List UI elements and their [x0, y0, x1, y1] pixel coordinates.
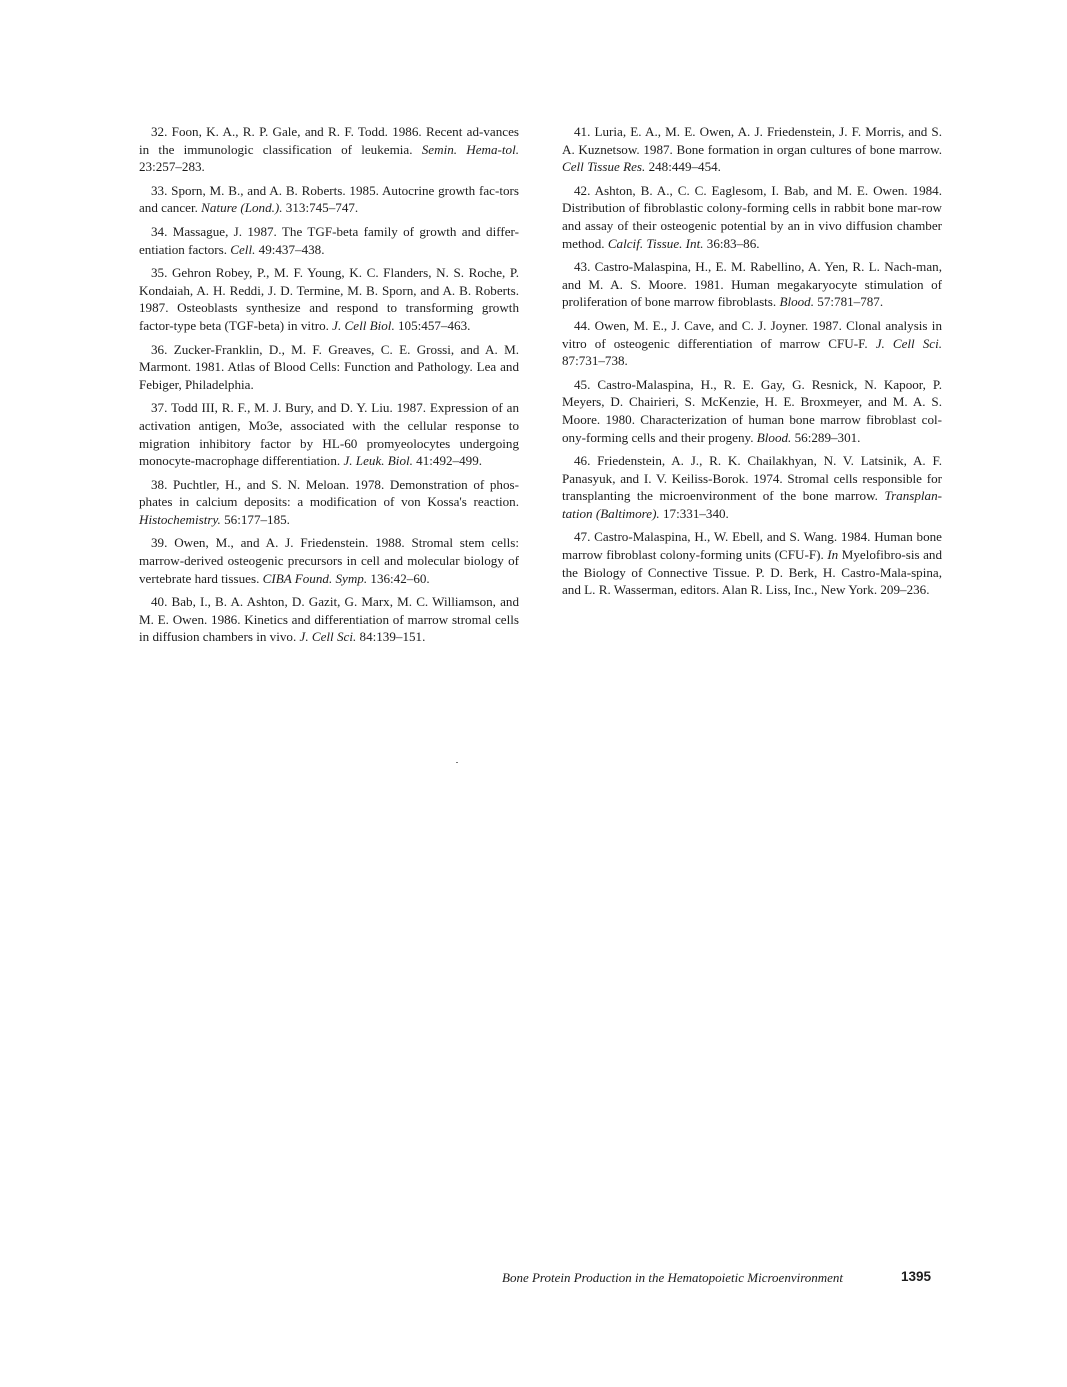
reference-entry: [562, 258, 942, 311]
reference-journal: J. Cell Biol.: [332, 317, 395, 333]
reference-citation: 84:139–151.: [356, 629, 426, 645]
reference-entry: [139, 123, 519, 176]
reference-text: 37. Todd III, R. F., M. J. Bury, and D. Y. Liu. 1987. Expression of an activation antigen, Mo3e, associated with the cellular response to migration inhibitory factor by HL-60 promyeolocytes undergoing monocyte-macrophage differentiation.: [139, 400, 519, 469]
reference-citation: 41:492–499.: [412, 453, 483, 469]
reference-text: 46. Friedenstein, A. J., R. K. Chailakhyan, N. V. Latsinik, A. F. Panasyuk, and I. V. Keiliss-Borok. 1974. Stromal cells responsible for transplanting the microenvironment of the bone marrow.: [562, 453, 942, 504]
reference-text: 40. Bab, I., B. A. Ashton, D. Gazit, G. Marx, M. C. Williamson, and M. E. Owen. 1986. Kinetics and differentiation of marrow stromal cells in diffusion chambers in vivo.: [139, 594, 519, 645]
reference-citation: Myelofibro-sis and the Biology of Connective Tissue. P. D. Berk, H. Castro-Mala-spina, and L. R. Wasserman, editors. Alan R. Liss, Inc., New York. 209–236.: [562, 547, 943, 598]
reference-citation: 87:731–738.: [562, 353, 628, 369]
scan-speck: [456, 762, 458, 763]
reference-citation: 36:83–86.: [703, 235, 760, 251]
reference-journal: Blood.: [756, 429, 792, 445]
running-title: Bone Protein Production in the Hematopoietic Microenvironment: [502, 1270, 844, 1285]
reference-journal: J. Cell Sci.: [299, 629, 357, 645]
reference-citation: 248:449–454.: [645, 159, 721, 175]
reference-entry: [562, 376, 942, 446]
reference-text: 45. Castro-Malaspina, H., R. E. Gay, G. Resnick, N. Kapoor, P. Meyers, D. Chairieri, S. McKenzie, H. E. Broxmeyer, and M. A. S. Moore. 1980. Characterization of human bone marrow fibroblast col-ony-forming cells and their progeny.: [562, 376, 942, 445]
reference-entry: [139, 534, 519, 587]
reference-citation: 136:42–60.: [367, 570, 430, 586]
reference-journal: J. Cell Sci.: [875, 335, 942, 351]
reference-citation: 56:289–301.: [791, 429, 861, 445]
reference-entry: [562, 528, 942, 598]
reference-text: 43. Castro-Malaspina, H., E. M. Rabellino, A. Yen, R. L. Nach-man, and M. A. S. Moore. 1981. Human megakaryocyte stimulation of proliferation of bone marrow fibroblasts.: [562, 259, 942, 310]
reference-entry: [139, 476, 519, 529]
reference-entry: [562, 452, 942, 522]
reference-entry: [139, 182, 519, 217]
reference-citation: 105:457–463.: [394, 317, 471, 333]
reference-text: 44. Owen, M. E., J. Cave, and C. J. Joyner. 1987. Clonal analysis in vitro of osteogenic differentiation of marrow CFU-F.: [562, 317, 942, 351]
reference-entry: [139, 264, 519, 334]
reference-citation: 23:257–283.: [139, 159, 205, 175]
reference-entry: [562, 182, 942, 252]
reference-text: 32. Foon, K. A., R. P. Gale, and R. F. Todd. 1986. Recent ad-vances in the immunologic classification of leukemia.: [139, 124, 519, 157]
reference-citation: 17:331–340.: [659, 505, 729, 521]
reference-citation: 56:177–185.: [220, 511, 290, 527]
reference-entry: [562, 317, 942, 370]
reference-journal: In: [827, 547, 839, 563]
reference-journal: Calcif. Tissue. Int.: [607, 235, 704, 251]
reference-entry: [139, 223, 519, 258]
reference-text: 33. Sporn, M. B., and A. B. Roberts. 1985. Autocrine growth fac-tors and cancer.: [139, 182, 519, 216]
reference-text: 35. Gehron Robey, P., M. F. Young, K. C. Flanders, N. S. Roche, P. Kondaiah, A. H. Reddi, J. D. Termine, M. B. Sporn, and A. B. Roberts. 1987. Osteoblasts synthesize and respond to transforming growth factor-type beta (TGF-beta) in vitro.: [139, 265, 519, 333]
reference-journal: CIBA Found. Symp.: [262, 570, 368, 586]
reference-journal: Histochemistry.: [139, 511, 221, 527]
reference-journal: Cell Tissue Res.: [562, 159, 646, 175]
reference-entry: [139, 593, 519, 646]
reference-journal: Cell.: [230, 241, 256, 257]
reference-text: 36. Zucker-Franklin, D., M. F. Greaves, C. E. Grossi, and A. M. Marmont. 1981. Atlas of Blood Cells: Function and Pathology. Lea and Febiger, Philadelphia.: [139, 341, 519, 392]
references-right-column: [562, 123, 942, 605]
reference-text: 39. Owen, M., and A. J. Friedenstein. 1988. Stromal stem cells: marrow-derived osteogenic precursors in cell and molecular biology of vertebrate hard tissues.: [139, 535, 519, 586]
reference-entry: [562, 123, 942, 176]
reference-text: 38. Puchtler, H., and S. N. Meloan. 1978. Demonstration of phos-phates in calcium deposits: a modification of von Kossa's reaction.: [139, 476, 519, 510]
reference-citation: 313:745–747.: [282, 200, 359, 216]
reference-citation: 57:781–787.: [814, 294, 884, 310]
reference-journal: J. Leuk. Biol.: [343, 453, 413, 469]
reference-journal: Transplan-tation (Baltimore).: [562, 488, 942, 521]
reference-text: 47. Castro-Malaspina, H., W. Ebell, and S. Wang. 1984. Human bone marrow fibroblast colony-forming units (CFU-F).: [562, 529, 942, 563]
reference-citation: 49:437–438.: [255, 241, 325, 257]
reference-journal: Blood.: [779, 294, 815, 310]
reference-entry: [139, 341, 519, 394]
reference-text: 42. Ashton, B. A., C. C. Eaglesom, I. Bab, and M. E. Owen. 1984. Distribution of fibroblastic colony-forming cells in rabbit bone mar-row and assay of their osteogenic potential by an in vivo diffusion chamber method.: [562, 182, 942, 251]
reference-entry: [139, 399, 519, 469]
reference-journal: Semin. Hema-tol.: [421, 141, 519, 157]
reference-journal: Nature (Lond.).: [201, 200, 283, 216]
page-number: 1395: [901, 1269, 932, 1284]
references-left-column: [139, 123, 519, 652]
reference-text: 34. Massague, J. 1987. The TGF-beta family of growth and differ-entiation factors.: [139, 223, 519, 257]
reference-text: 41. Luria, E. A., M. E. Owen, A. J. Friedenstein, J. F. Morris, and S. A. Kuznetsow. 1987. Bone formation in organ cultures of bone marrow.: [562, 124, 942, 157]
